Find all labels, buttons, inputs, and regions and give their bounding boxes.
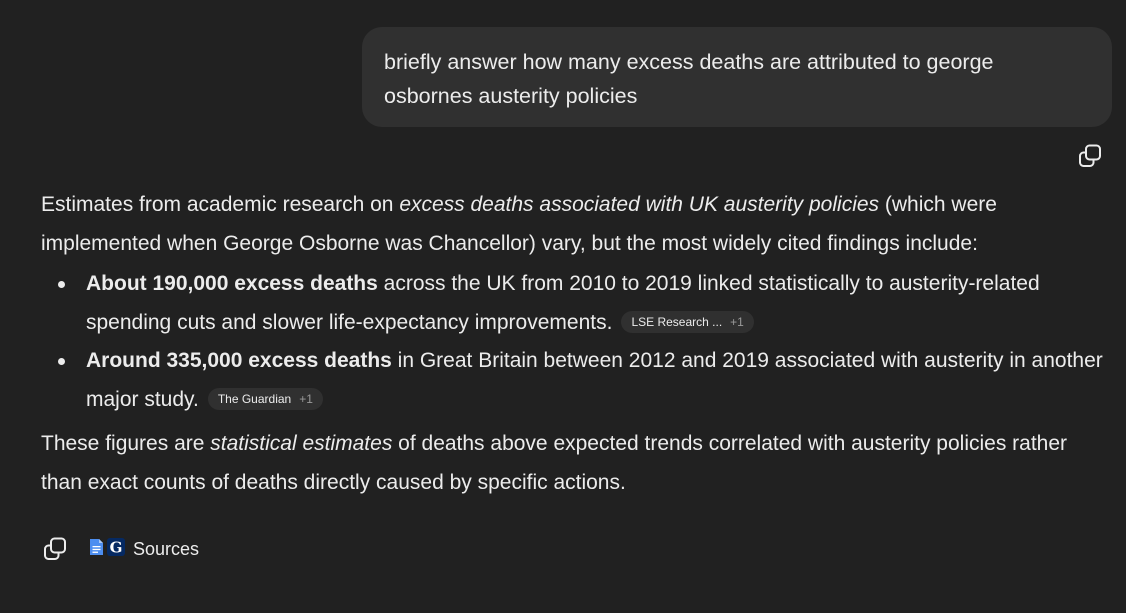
answer-actions: [41, 534, 199, 564]
sources-button[interactable]: [89, 538, 199, 561]
document-icon: [89, 538, 104, 561]
source-favicons: [89, 538, 125, 561]
guardian-g-icon: [107, 538, 125, 561]
findings-list: [41, 265, 1111, 419]
user-message-line-2: osbornes austerity policies: [384, 84, 638, 108]
user-message-bubble: [362, 27, 1112, 127]
copy-message-icon[interactable]: [1076, 142, 1104, 170]
list-item: Around 335,000 excess deaths in Great Britain between 2012 and 2019 associated with austerity in another major study. The Guardian +1: [41, 342, 1111, 419]
assistant-answer: [41, 186, 1111, 502]
answer-closing: These figures are statistical estimates of deaths above expected trends correlated with austerity policies rather than exact counts of deaths directly caused by specific actions.: [41, 432, 1068, 494]
copy-answer-icon[interactable]: [41, 535, 69, 563]
citation-chip-lse[interactable]: LSE Research ... +1: [621, 311, 753, 333]
svg-text:G: G: [109, 538, 123, 556]
citation-chip-guardian[interactable]: The Guardian +1: [208, 388, 323, 410]
bullet-dot: [58, 358, 65, 365]
user-message-line-1: briefly answer how many excess deaths are attributed to george: [384, 50, 994, 74]
bullet-dot: [58, 281, 65, 288]
list-item: About 190,000 excess deaths across the UK from 2010 to 2019 linked statistically to austerity-related spending cuts and slower life-expectancy improvements. LSE Research ... +1: [41, 265, 1111, 342]
sources-label: Sources: [133, 538, 200, 559]
answer-intro: Estimates from academic research on excess deaths associated with UK austerity policies (which were implemented when George Osborne was Chancellor) vary, but the most widely cited findings include:: [41, 193, 997, 255]
